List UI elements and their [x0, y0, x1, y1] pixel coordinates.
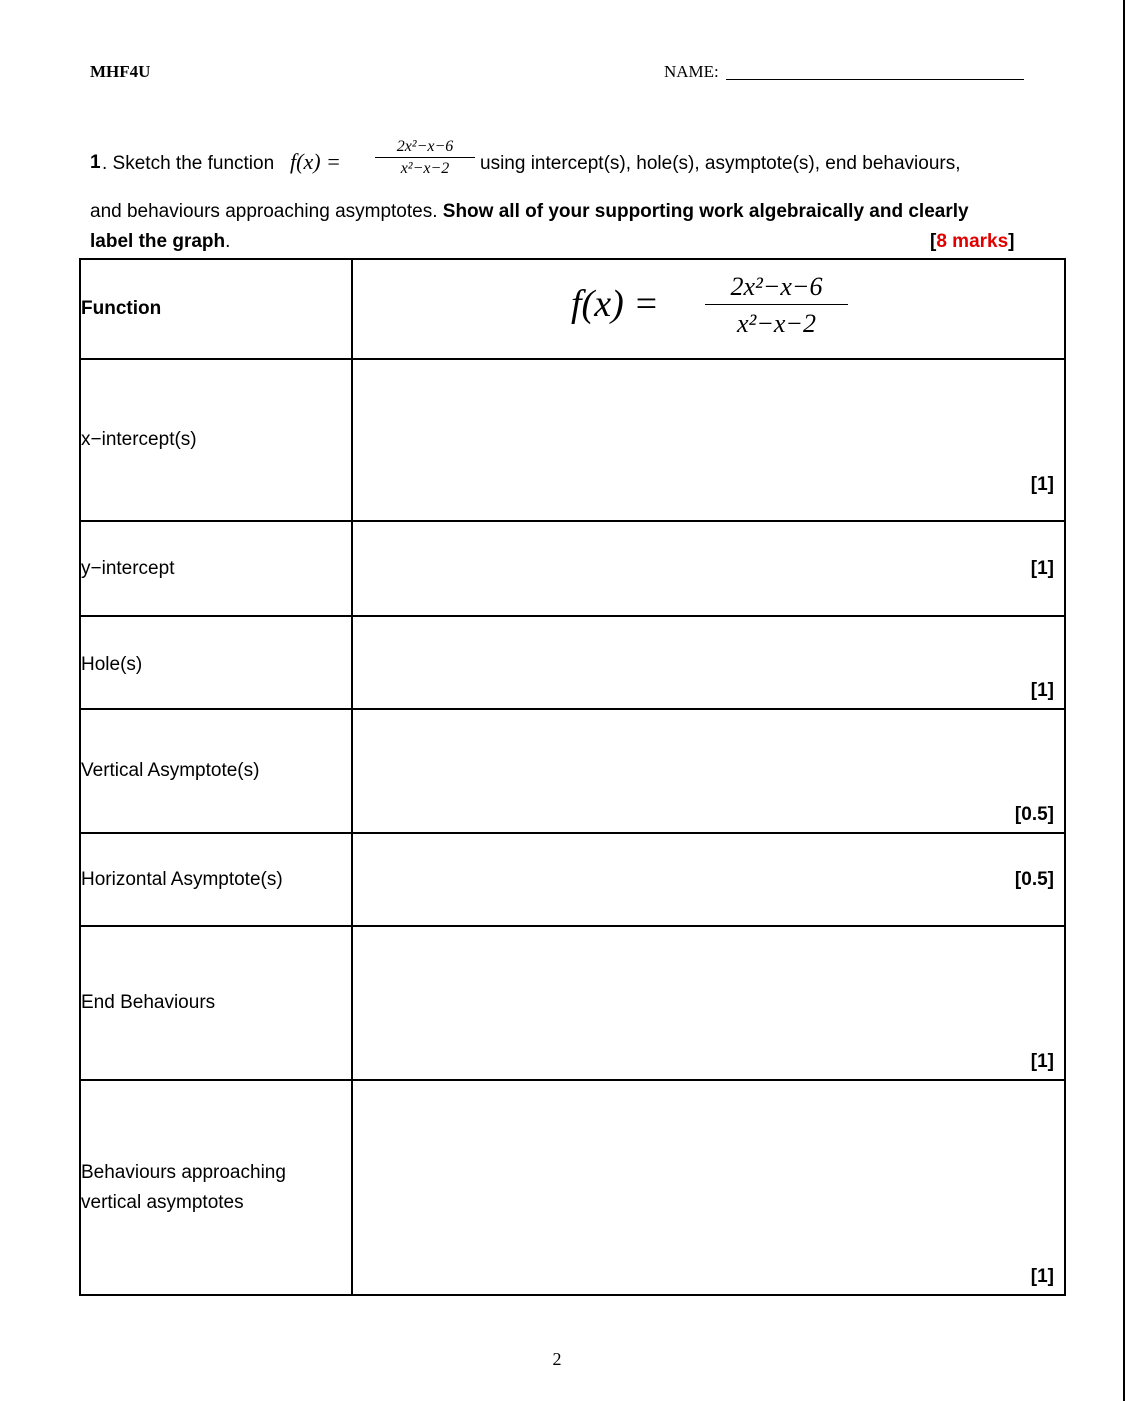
- answer-table: [79, 258, 1066, 1296]
- question-line-3-bold: label the graph: [90, 231, 226, 252]
- answer-cell-end-behaviours[interactable]: [352, 926, 1065, 1080]
- row-label-function: Function: [80, 259, 352, 359]
- marks-x-intercepts: [1]: [1030, 474, 1054, 495]
- total-marks: [930, 231, 1015, 253]
- answer-cell-horizontal-asymptotes[interactable]: [352, 833, 1065, 926]
- name-blank-line: [726, 79, 1024, 80]
- question-function-fraction: [375, 138, 475, 178]
- table-row: [80, 833, 1065, 926]
- question-fraction-bar: [375, 157, 475, 158]
- table-row: [80, 521, 1065, 616]
- marks-vertical-asymptotes: [0.5]: [1014, 804, 1054, 825]
- question-line-2-plain: and behaviours approaching asymptotes.: [90, 201, 443, 222]
- answer-cell-holes[interactable]: [352, 616, 1065, 709]
- table-row: [80, 926, 1065, 1080]
- table-row: [80, 616, 1065, 709]
- question-line-2-bold: Show all of your supporting work algebraically and clearly: [442, 201, 969, 222]
- question-line-2: [90, 201, 969, 223]
- question-instructions-text: using intercept(s), hole(s), asymptote(s), end behaviours,: [480, 153, 961, 174]
- marks-behaviours-near-asymptotes: [1]: [1030, 1266, 1054, 1287]
- answer-cell-vertical-asymptotes[interactable]: [352, 709, 1065, 833]
- table-row: [80, 1080, 1065, 1295]
- row-label-horizontal-asymptotes: Horizontal Asymptote(s): [80, 833, 352, 926]
- marks-horizontal-asymptotes: [0.5]: [1014, 868, 1054, 890]
- question-number: 1: [90, 152, 101, 173]
- marks-end-behaviours: [1]: [1030, 1051, 1054, 1072]
- answer-cell-behaviours-near-asymptotes[interactable]: [352, 1080, 1065, 1295]
- course-code: MHF4U: [90, 62, 151, 81]
- row-label-vertical-asymptotes: Vertical Asymptote(s): [80, 709, 352, 833]
- question-denominator: x²−x−2: [400, 160, 450, 177]
- table-row: [80, 709, 1065, 833]
- question-line-3: [90, 231, 230, 253]
- answer-cell-x-intercepts[interactable]: [352, 359, 1065, 521]
- name-label: NAME:: [664, 62, 719, 81]
- question-numerator: 2x²−x−6: [396, 138, 454, 155]
- question-intro-text: . Sketch the function: [102, 153, 275, 174]
- function-display-denominator: x²−x−2: [737, 309, 816, 338]
- answer-cell-y-intercept[interactable]: [352, 521, 1065, 616]
- table-row: [80, 359, 1065, 521]
- question-line-3-period: .: [225, 231, 231, 252]
- question-function-label: f(x) =: [290, 149, 341, 174]
- total-marks-open: [: [930, 231, 937, 252]
- function-display-cell: [352, 259, 1065, 359]
- table-row: [80, 259, 1065, 359]
- row-label-x-intercepts: x−intercept(s): [80, 359, 352, 521]
- marks-y-intercept: [1]: [1030, 557, 1054, 579]
- row-label-end-behaviours: End Behaviours: [80, 926, 352, 1080]
- function-display-label: f(x) =: [571, 283, 659, 325]
- row-label-y-intercept: y−intercept: [80, 521, 352, 616]
- function-display-fraction: [705, 272, 848, 339]
- page-number: 2: [552, 1349, 562, 1369]
- page-edge-rule: [1123, 0, 1125, 1401]
- marks-holes: [1]: [1030, 680, 1054, 701]
- total-marks-close: ]: [1008, 231, 1015, 252]
- row-label-holes: Hole(s): [80, 616, 352, 709]
- function-display-fraction-bar: [705, 304, 848, 305]
- function-display-numerator: 2x²−x−6: [730, 272, 823, 301]
- row-label-behaviours-near-asymptotes: Behaviours approaching vertical asymptotes: [80, 1080, 352, 1295]
- total-marks-value: 8 marks: [936, 231, 1009, 252]
